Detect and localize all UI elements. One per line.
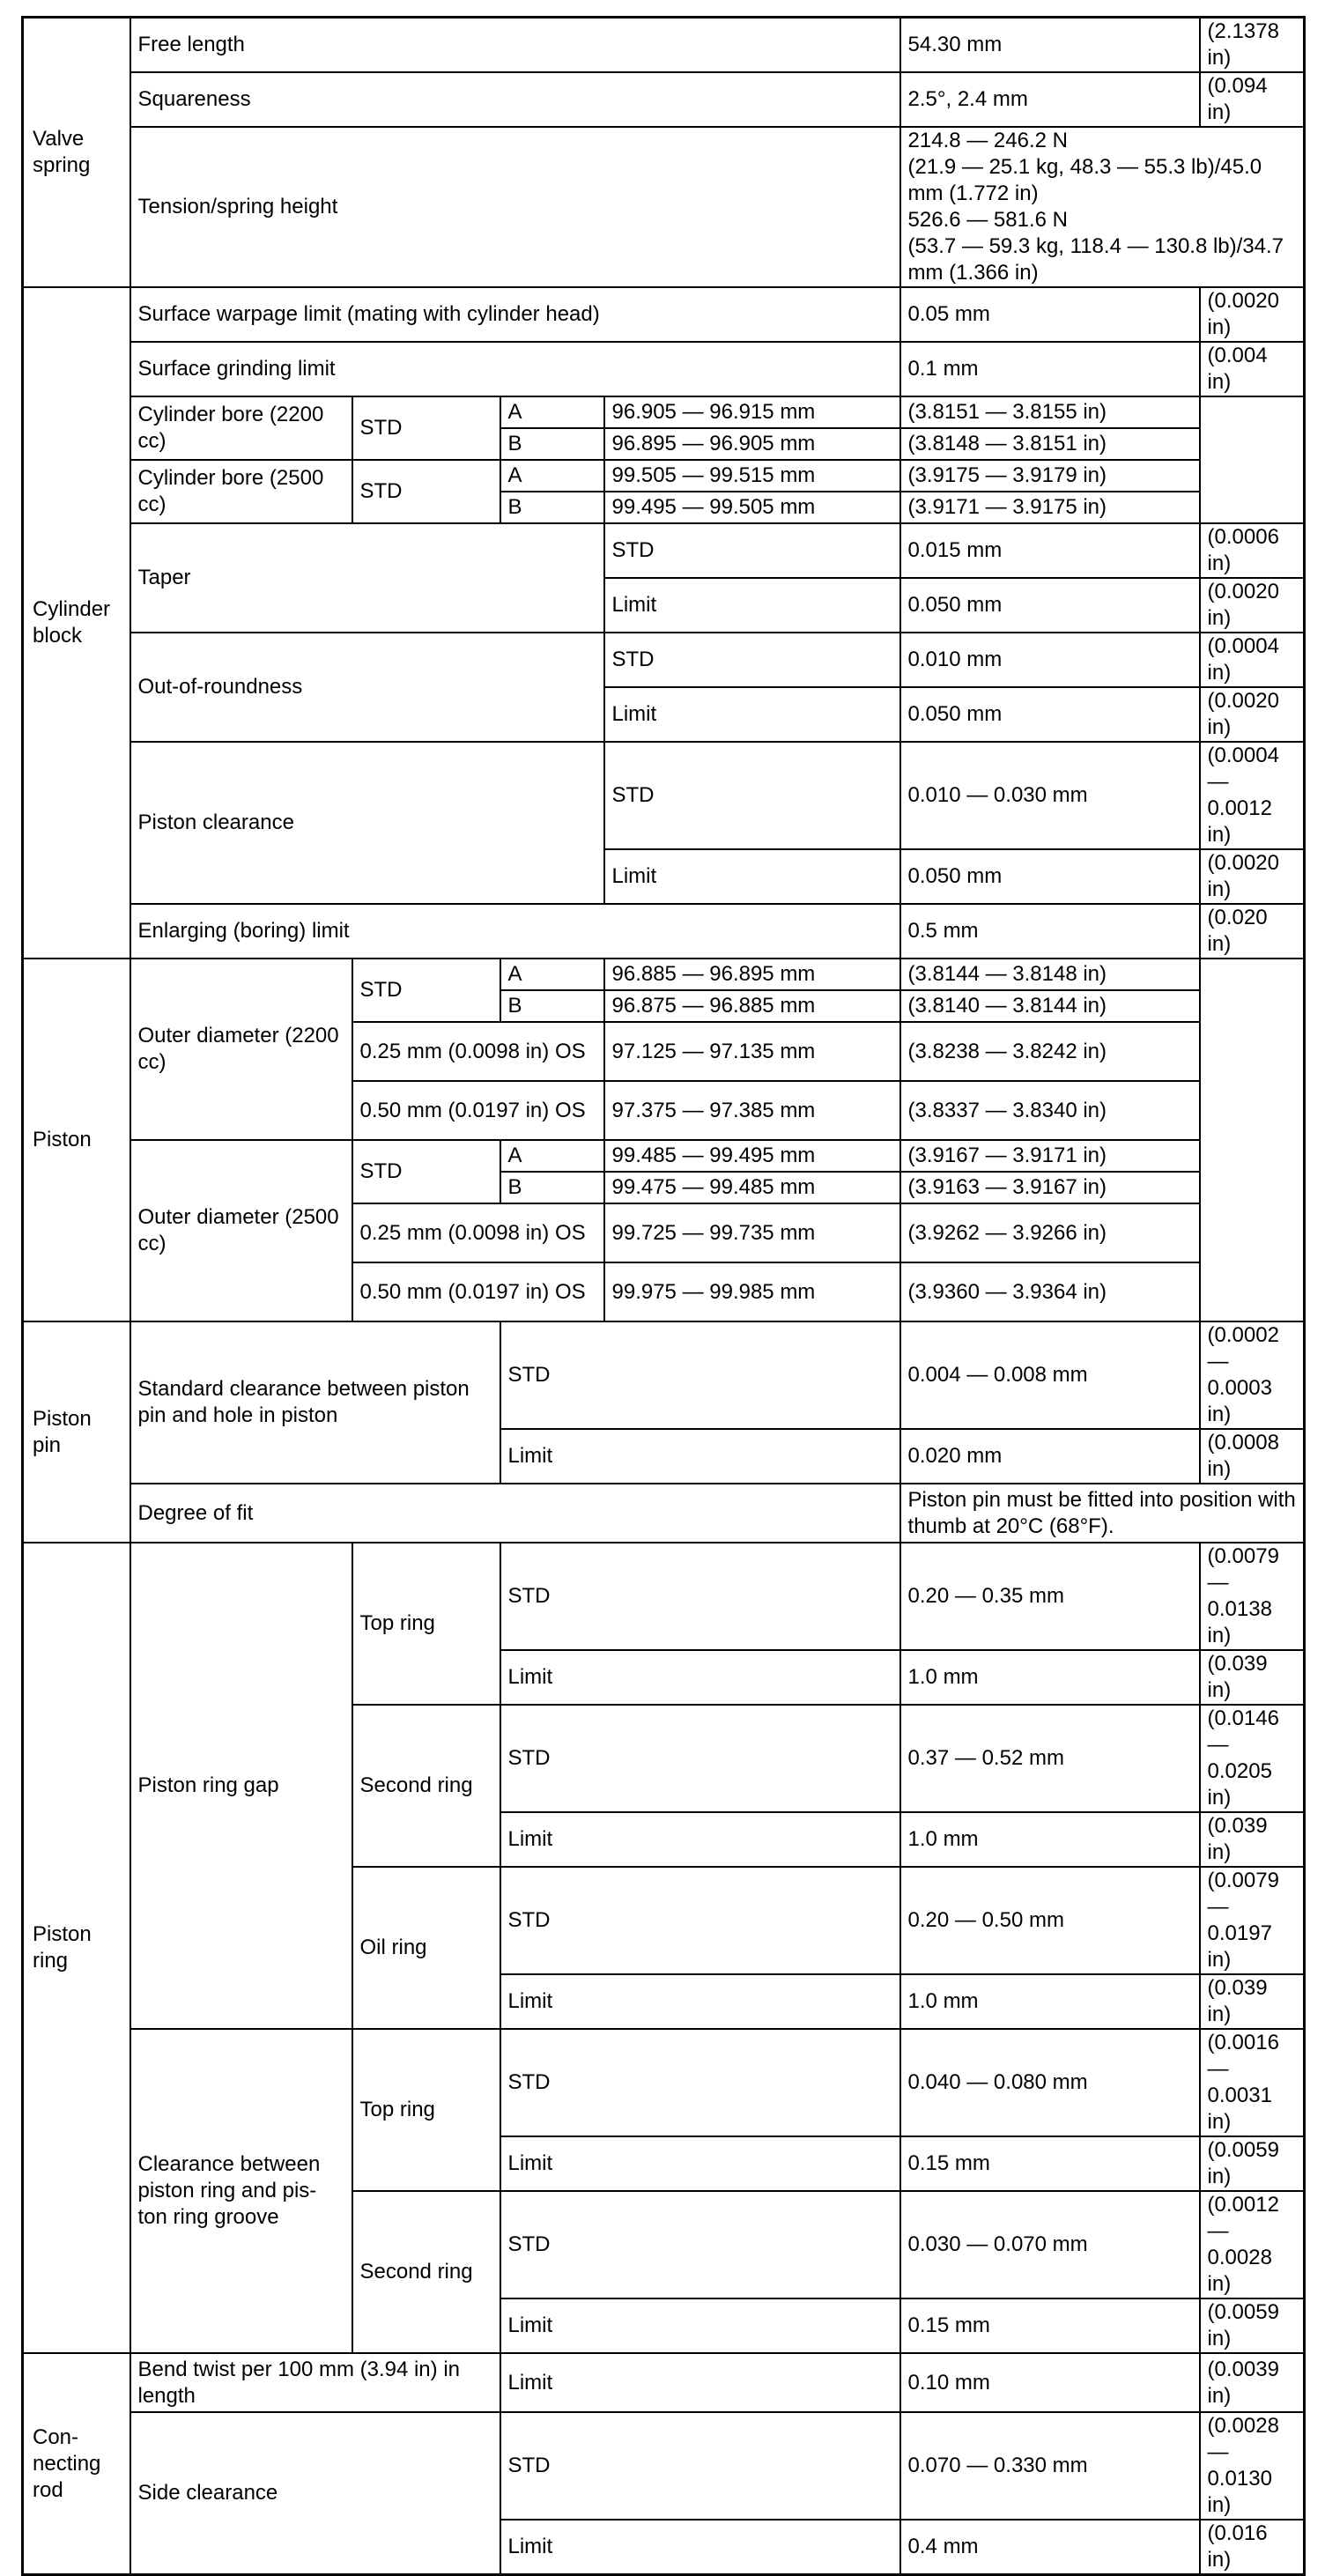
item-label: Degree of fit [130,1484,900,1543]
item-label: Piston clearance [130,742,604,904]
table-row [23,959,1305,990]
table-row [23,2412,1305,2520]
imperial-value: (3.8337 — 3.8340 in) [900,1081,1200,1140]
imperial-value: (3.9175 — 3.9179 in) [900,460,1200,492]
item-label: Cylinder bore (2500 cc) [130,460,352,523]
oversize-label: 0.50 mm (0.0197 in) OS [352,1081,604,1140]
item-label: Tension/spring height [130,127,900,287]
limit-label: Limit [500,2136,900,2191]
item-label: Clearance between piston ring and pis-ton ring groove [130,2029,352,2353]
imperial-value: (3.8140 — 3.8144 in) [900,990,1200,1022]
imperial-value: (2.1378 in) [1200,18,1305,73]
item-label: Side clearance [130,2412,500,2575]
imperial-value: (0.0020 in) [1200,849,1305,904]
metric-value: 0.4 mm [900,2520,1200,2575]
imperial-value: (0.0006 in) [1200,523,1305,578]
metric-value: 1.0 mm [900,1812,1200,1867]
std-label: STD [352,959,500,1022]
item-label: Squareness [130,72,900,127]
tension-line: 526.6 — 581.6 N [907,208,1068,232]
metric-value: 99.475 — 99.485 mm [604,1172,900,1203]
imperial-value: (0.004 in) [1200,342,1305,396]
imperial-value: (3.8151 — 3.8155 in) [900,396,1200,428]
item-label: Outer diameter (2200 cc) [130,959,352,1140]
metric-value: 0.040 — 0.080 mm [900,2029,1200,2136]
oversize-label: 0.25 mm (0.0098 in) OS [352,1022,604,1081]
fit-value: Piston pin must be fitted into position with thumb at 20°C (68°F). [900,1484,1305,1543]
std-label: STD [500,1867,900,1974]
grade-label: A [500,396,604,428]
metric-value: 99.725 — 99.735 mm [604,1203,900,1262]
grade-label: A [500,1140,604,1172]
std-label: STD [500,2029,900,2136]
metric-value: 99.975 — 99.985 mm [604,1262,900,1321]
tension-line: (21.9 — 25.1 kg, 48.3 — 55.3 lb)/45.0 mm (1.772 in) [907,155,1262,205]
section-piston: Piston [23,959,130,1321]
metric-value: 0.5 mm [900,904,1200,959]
imperial-value: (3.9163 — 3.9167 in) [900,1172,1200,1203]
std-label: STD [500,1705,900,1812]
table-row [23,904,1305,959]
ring-label: Top ring [352,1543,500,1705]
tension-line: 214.8 — 246.2 N [907,129,1068,152]
metric-value: 97.375 — 97.385 mm [604,1081,900,1140]
imperial-value: (0.094 in) [1200,72,1305,127]
imperial-value: (3.9262 — 3.9266 in) [900,1203,1200,1262]
item-label: Enlarging (boring) limit [130,904,900,959]
metric-value: 0.015 mm [900,523,1200,578]
item-label: Out-of-roundness [130,633,604,742]
metric-value: 96.905 — 96.915 mm [604,396,900,428]
limit-label: Limit [500,2298,900,2353]
item-label: Bend twist per 100 mm (3.94 in) in length [130,2353,500,2412]
section-valve-spring: Valve spring [23,18,130,288]
table-row [23,1321,1305,1429]
metric-value: 0.050 mm [900,578,1200,633]
table-row [23,742,1305,849]
metric-value: 0.15 mm [900,2298,1200,2353]
grade-label: A [500,460,604,492]
item-label: Taper [130,523,604,633]
metric-value: 0.070 — 0.330 mm [900,2412,1200,2520]
imperial-value: (0.0012 — 0.0028 in) [1200,2191,1305,2298]
limit-label: Limit [500,2353,900,2412]
limit-label: Limit [500,1974,900,2029]
limit-label: Limit [500,2520,900,2575]
metric-value: 96.895 — 96.905 mm [604,428,900,460]
metric-value: 0.020 mm [900,1429,1200,1484]
grade-label: B [500,428,604,460]
table-row [23,72,1305,127]
imperial-value: (0.0146 — 0.0205 in) [1200,1705,1305,1812]
table-row [23,287,1305,342]
std-label: STD [500,1543,900,1650]
limit-label: Limit [500,1650,900,1705]
item-label: Cylinder bore (2200 cc) [130,396,352,460]
grade-label: B [500,1172,604,1203]
ring-label: Second ring [352,1705,500,1867]
metric-value: 54.30 mm [900,18,1200,73]
imperial-value: (3.8238 — 3.8242 in) [900,1022,1200,1081]
imperial-value: (0.0079 — 0.0197 in) [1200,1867,1305,1974]
metric-value: 96.885 — 96.895 mm [604,959,900,990]
item-label: Free length [130,18,900,73]
metric-value: 2.5°, 2.4 mm [900,72,1200,127]
grade-label: A [500,959,604,990]
imperial-value: (0.0039 in) [1200,2353,1305,2412]
imperial-value: (0.0016 — 0.0031 in) [1200,2029,1305,2136]
imperial-value: (0.0028 — 0.0130 in) [1200,2412,1305,2520]
section-connecting-rod: Con-necting rod [23,2353,130,2575]
std-label: STD [500,2191,900,2298]
table-row [23,523,1305,578]
imperial-value: (0.039 in) [1200,1974,1305,2029]
grade-label: B [500,492,604,523]
limit-label: Limit [500,1812,900,1867]
metric-value: 1.0 mm [900,1650,1200,1705]
section-cylinder-block: Cylinder block [23,287,130,959]
imperial-value: (0.0079 — 0.0138 in) [1200,1543,1305,1650]
metric-value: 0.050 mm [900,687,1200,742]
imperial-value: (0.0059 in) [1200,2136,1305,2191]
table-row [23,2353,1305,2412]
item-label: Outer diameter (2500 cc) [130,1140,352,1321]
metric-value: 0.37 — 0.52 mm [900,1705,1200,1812]
table-row [23,127,1305,287]
ring-label: Second ring [352,2191,500,2353]
oversize-label: 0.50 mm (0.0197 in) OS [352,1262,604,1321]
std-label: STD [500,1321,900,1429]
grade-label: B [500,990,604,1022]
metric-value: 0.010 mm [900,633,1200,687]
imperial-value: (3.9171 — 3.9175 in) [900,492,1200,523]
metric-value: 1.0 mm [900,1974,1200,2029]
item-label: Surface grinding limit [130,342,900,396]
table-row [23,1140,1305,1172]
metric-value: 0.1 mm [900,342,1200,396]
metric-value: 0.030 — 0.070 mm [900,2191,1200,2298]
imperial-value: (0.0059 in) [1200,2298,1305,2353]
metric-value: 0.05 mm [900,287,1200,342]
table-row [23,18,1305,73]
tension-value [900,127,1305,287]
imperial-value: (3.9360 — 3.9364 in) [900,1262,1200,1321]
ring-label: Top ring [352,2029,500,2191]
limit-label: Limit [604,849,900,904]
imperial-value: (3.9167 — 3.9171 in) [900,1140,1200,1172]
table-row [23,2029,1305,2136]
metric-value: 99.495 — 99.505 mm [604,492,900,523]
imperial-value: (0.0008 in) [1200,1429,1305,1484]
imperial-value: (0.0020 in) [1200,687,1305,742]
limit-label: Limit [604,687,900,742]
imperial-value: (0.0020 in) [1200,287,1305,342]
table-row [23,1543,1305,1650]
metric-value: 0.010 — 0.030 mm [900,742,1200,849]
std-label: STD [352,1140,500,1203]
item-label: Surface warpage limit (mating with cylinder head) [130,287,900,342]
metric-value: 99.505 — 99.515 mm [604,460,900,492]
metric-value: 96.875 — 96.885 mm [604,990,900,1022]
std-label: STD [352,460,500,523]
table-row [23,633,1305,687]
limit-label: Limit [604,578,900,633]
imperial-value: (0.0020 in) [1200,578,1305,633]
metric-value: 0.20 — 0.35 mm [900,1543,1200,1650]
imperial-value: (0.039 in) [1200,1650,1305,1705]
oversize-label: 0.25 mm (0.0098 in) OS [352,1203,604,1262]
imperial-value: (0.0004 in) [1200,633,1305,687]
imperial-value: (3.8144 — 3.8148 in) [900,959,1200,990]
metric-value: 0.20 — 0.50 mm [900,1867,1200,1974]
metric-value: 0.050 mm [900,849,1200,904]
table-row [23,460,1305,492]
metric-value: 0.004 — 0.008 mm [900,1321,1200,1429]
imperial-value: (0.0002 — 0.0003 in) [1200,1321,1305,1429]
section-piston-pin: Piston pin [23,1321,130,1543]
imperial-value: (0.0004 — 0.0012 in) [1200,742,1305,849]
metric-value: 99.485 — 99.495 mm [604,1140,900,1172]
metric-value: 0.10 mm [900,2353,1200,2412]
std-label: STD [352,396,500,460]
limit-label: Limit [500,1429,900,1484]
table-row [23,396,1305,428]
item-label: Piston ring gap [130,1543,352,2029]
imperial-value: (0.016 in) [1200,2520,1305,2575]
spec-table [21,16,1306,2576]
std-label: STD [604,523,900,578]
item-label: Standard clearance between piston pin and hole in piston [130,1321,500,1484]
imperial-value: (0.020 in) [1200,904,1305,959]
metric-value: 97.125 — 97.135 mm [604,1022,900,1081]
section-piston-ring: Piston ring [23,1543,130,2353]
std-label: STD [500,2412,900,2520]
std-label: STD [604,742,900,849]
imperial-value: (3.8148 — 3.8151 in) [900,428,1200,460]
table-row [23,342,1305,396]
table-row [23,1484,1305,1543]
tension-line: (53.7 — 59.3 kg, 118.4 — 130.8 lb)/34.7 mm (1.366 in) [907,234,1284,285]
imperial-value: (0.039 in) [1200,1812,1305,1867]
ring-label: Oil ring [352,1867,500,2029]
std-label: STD [604,633,900,687]
metric-value: 0.15 mm [900,2136,1200,2191]
